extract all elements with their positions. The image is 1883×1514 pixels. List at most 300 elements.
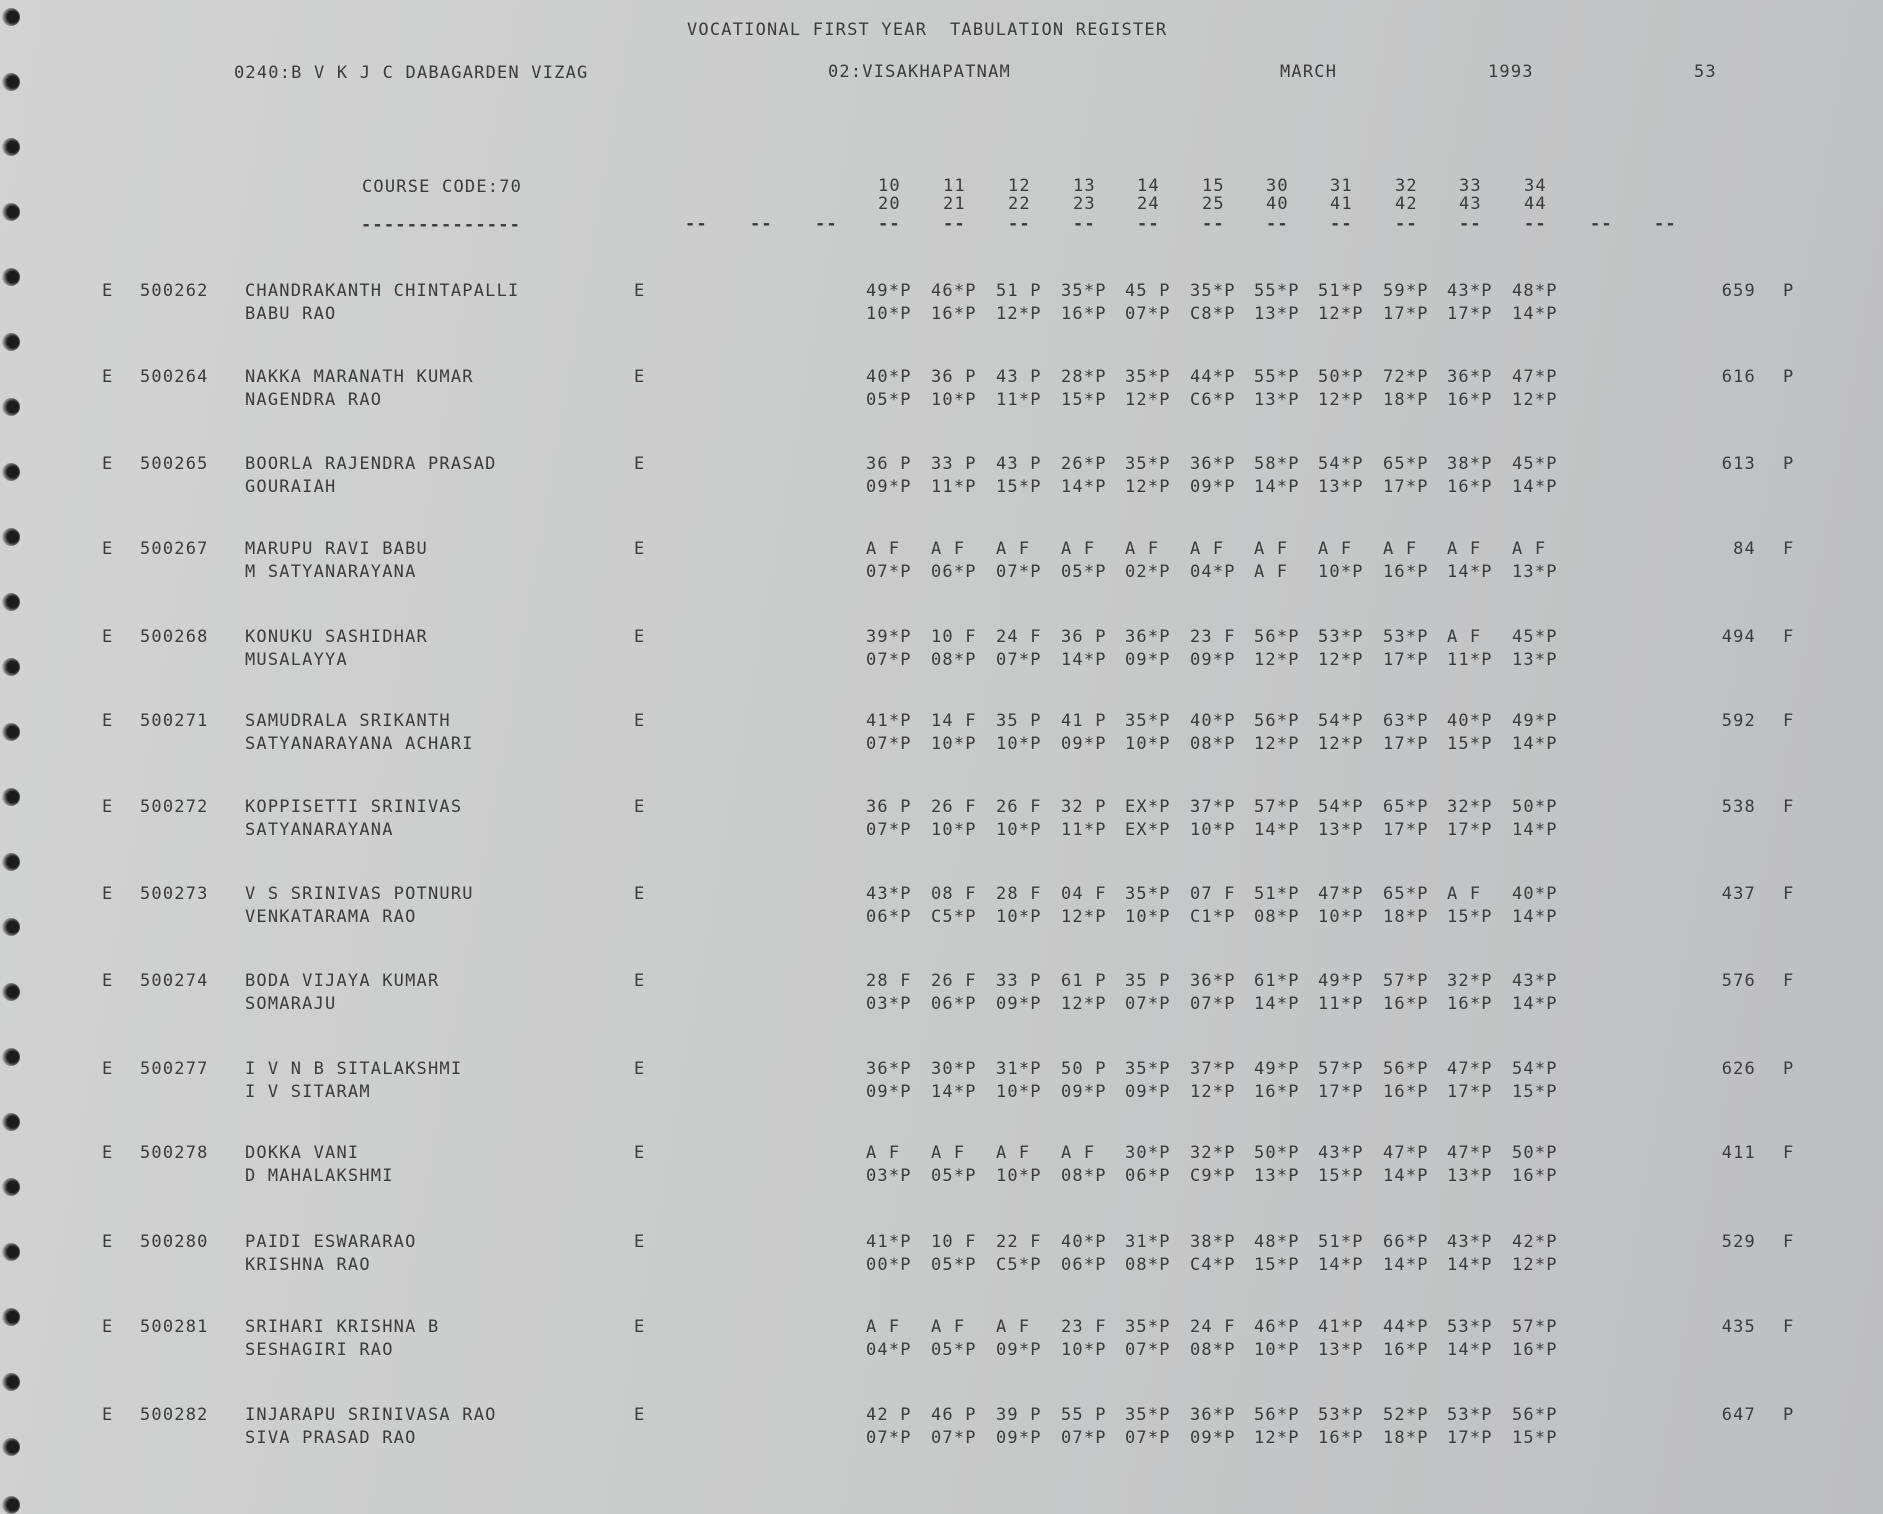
mark-cell-top: 54*P — [1512, 1059, 1558, 1079]
subject-code-top: 14 — [1137, 176, 1160, 196]
mark-cell-bottom: 07*P — [1061, 1428, 1107, 1448]
subject-code-top: 33 — [1459, 176, 1482, 196]
student-row — [0, 281, 1883, 341]
mark-cell-bottom: 09*P — [1125, 650, 1171, 670]
mark-cell-bottom: C5*P — [931, 907, 977, 927]
mark-cell-bottom: 05*P — [931, 1255, 977, 1275]
mark-cell-bottom: 09*P — [996, 994, 1042, 1014]
parent-name: BABU RAO — [245, 304, 337, 324]
course-code-label: COURSE CODE:70 — [362, 177, 523, 197]
column-dash: -- — [1524, 214, 1547, 234]
mark-cell-top: 43*P — [1447, 1232, 1493, 1252]
mark-cell-top: A F — [1318, 539, 1353, 559]
mark-cell-bottom: 06*P — [1061, 1255, 1107, 1275]
mark-cell-bottom: 17*P — [1383, 820, 1429, 840]
mark-cell-top: 24 F — [1190, 1317, 1236, 1337]
mark-cell-bottom: 16*P — [1383, 1082, 1429, 1102]
student-row — [0, 1405, 1883, 1465]
mark-cell-bottom: 12*P — [1254, 734, 1300, 754]
mark-cell-bottom: 16*P — [1447, 477, 1493, 497]
mark-cell-top: 41 P — [1061, 711, 1107, 731]
student-row — [0, 627, 1883, 687]
mark-cell-top: 35*P — [1125, 367, 1171, 387]
total-marks: 616 — [1721, 367, 1756, 387]
mark-cell-top: 35 P — [996, 711, 1042, 731]
mark-cell-bottom: 13*P — [1254, 390, 1300, 410]
mark-cell-top: 47*P — [1512, 367, 1558, 387]
mark-cell-top: 55 P — [1061, 1405, 1107, 1425]
mark-cell-top: A F — [1447, 539, 1482, 559]
mark-cell-top: 35*P — [1190, 281, 1236, 301]
mark-cell-bottom: 04*P — [1190, 562, 1236, 582]
mark-cell-top: 56*P — [1254, 1405, 1300, 1425]
mark-cell-bottom: 12*P — [1318, 650, 1364, 670]
roll-number: 500272 — [140, 797, 209, 817]
mark-cell-bottom: 13*P — [1318, 820, 1364, 840]
mark-cell-top: 40*P — [1512, 884, 1558, 904]
mark-cell-top: 53*P — [1318, 1405, 1364, 1425]
mark-cell-top: A F — [1190, 539, 1225, 559]
mark-cell-top: 42*P — [1512, 1232, 1558, 1252]
mark-cell-bottom: 08*P — [1190, 1340, 1236, 1360]
subject-code-bottom: 23 — [1073, 194, 1096, 214]
mark-cell-top: 36*P — [1190, 454, 1236, 474]
student-name: DOKKA VANI — [245, 1143, 360, 1163]
mark-cell-bottom: 13*P — [1318, 477, 1364, 497]
mark-cell-bottom: 10*P — [996, 1166, 1042, 1186]
mark-cell-bottom: 10*P — [1061, 1340, 1107, 1360]
mark-cell-bottom: 05*P — [1061, 562, 1107, 582]
subject-code-top: 11 — [943, 176, 966, 196]
mark-cell-bottom: 00*P — [866, 1255, 912, 1275]
mark-cell-top: 24 F — [996, 627, 1042, 647]
column-dash: -- — [1654, 214, 1677, 234]
mark-cell-bottom: 14*P — [1254, 994, 1300, 1014]
mark-cell-bottom: 12*P — [1318, 734, 1364, 754]
parent-name: M SATYANARAYANA — [245, 562, 417, 582]
row-prefix: E — [102, 1232, 114, 1252]
mark-cell-top: 14 F — [931, 711, 977, 731]
mark-cell-bottom: 14*P — [1318, 1255, 1364, 1275]
student-name: SAMUDRALA SRIKANTH — [245, 711, 451, 731]
mark-cell-top: 50*P — [1254, 1143, 1300, 1163]
mark-cell-top: 51*P — [1318, 1232, 1364, 1252]
roll-number: 500282 — [140, 1405, 209, 1425]
mark-cell-bottom: 13*P — [1254, 304, 1300, 324]
student-name: NAKKA MARANATH KUMAR — [245, 367, 474, 387]
mark-cell-bottom: 10*P — [1318, 562, 1364, 582]
mark-cell-top: A F — [996, 539, 1031, 559]
mark-cell-top: 40*P — [1190, 711, 1236, 731]
student-name: I V N B SITALAKSHMI — [245, 1059, 463, 1079]
total-marks: 647 — [1721, 1405, 1756, 1425]
mark-cell-bottom: 12*P — [1061, 907, 1107, 927]
mark-cell-top: 42 P — [866, 1405, 912, 1425]
feed-hole-icon — [2, 73, 20, 91]
mark-cell-top: 32*P — [1447, 971, 1493, 991]
student-name: V S SRINIVAS POTNURU — [245, 884, 474, 904]
mark-cell-bottom: 03*P — [866, 1166, 912, 1186]
mark-cell-top: 50*P — [1512, 797, 1558, 817]
mark-cell-bottom: 09*P — [866, 477, 912, 497]
mark-cell-bottom: 06*P — [931, 994, 977, 1014]
mark-cell-top: 40*P — [866, 367, 912, 387]
total-marks: 437 — [1721, 884, 1756, 904]
mark-cell-top: 43 P — [996, 454, 1042, 474]
mark-cell-bottom: 17*P — [1383, 650, 1429, 670]
student-name: MARUPU RAVI BABU — [245, 539, 428, 559]
mark-cell-top: 36*P — [1125, 627, 1171, 647]
mark-cell-bottom: 14*P — [1383, 1166, 1429, 1186]
mark-cell-top: 45 P — [1125, 281, 1171, 301]
mark-cell-bottom: 15*P — [1512, 1082, 1558, 1102]
mark-cell-top: 32*P — [1190, 1143, 1236, 1163]
row-prefix: E — [102, 711, 114, 731]
student-row — [0, 1317, 1883, 1377]
mark-cell-top: 49*P — [1512, 711, 1558, 731]
column-dash: -- — [1202, 214, 1225, 234]
medium-code: E — [634, 884, 646, 904]
mark-cell-top: 47*P — [1447, 1143, 1493, 1163]
mark-cell-bottom: 02*P — [1125, 562, 1171, 582]
mark-cell-top: 37*P — [1190, 797, 1236, 817]
mark-cell-top: 26 F — [931, 797, 977, 817]
mark-cell-bottom: 08*P — [1254, 907, 1300, 927]
mark-cell-bottom: 13*P — [1512, 562, 1558, 582]
mark-cell-bottom: A F — [1254, 562, 1289, 582]
mark-cell-bottom: 15*P — [1447, 734, 1493, 754]
mark-cell-bottom: 14*P — [1447, 1255, 1493, 1275]
row-prefix: E — [102, 1143, 114, 1163]
exam-year: 1993 — [1488, 62, 1534, 82]
mark-cell-top: 26 F — [931, 971, 977, 991]
total-marks: 435 — [1721, 1317, 1756, 1337]
mark-cell-top: A F — [1383, 539, 1418, 559]
column-dash: -- — [878, 214, 901, 234]
mark-cell-bottom: 12*P — [1061, 994, 1107, 1014]
mark-cell-bottom: 05*P — [866, 390, 912, 410]
column-dash: -- — [750, 214, 773, 234]
row-prefix: E — [102, 454, 114, 474]
mark-cell-top: 43*P — [1512, 971, 1558, 991]
mark-cell-top: 61 P — [1061, 971, 1107, 991]
mark-cell-top: A F — [1512, 539, 1547, 559]
mark-cell-top: A F — [866, 539, 901, 559]
mark-cell-bottom: 11*P — [1447, 650, 1493, 670]
mark-cell-bottom: 09*P — [1061, 1082, 1107, 1102]
medium-code: E — [634, 367, 646, 387]
mark-cell-top: 44*P — [1190, 367, 1236, 387]
mark-cell-bottom: 18*P — [1383, 1428, 1429, 1448]
result-code: F — [1783, 711, 1795, 731]
mark-cell-top: 36*P — [1190, 1405, 1236, 1425]
mark-cell-bottom: 07*P — [1125, 304, 1171, 324]
student-name: CHANDRAKANTH CHINTAPALLI — [245, 281, 520, 301]
mark-cell-bottom: 07*P — [1125, 1340, 1171, 1360]
medium-code: E — [634, 1317, 646, 1337]
mark-cell-bottom: C1*P — [1190, 907, 1236, 927]
parent-name: I V SITARAM — [245, 1082, 371, 1102]
column-dash: -- — [1137, 214, 1160, 234]
row-prefix: E — [102, 884, 114, 904]
result-code: F — [1783, 1317, 1795, 1337]
mark-cell-top: 30*P — [1125, 1143, 1171, 1163]
mark-cell-top: 35*P — [1125, 711, 1171, 731]
parent-name: SATYANARAYANA — [245, 820, 394, 840]
mark-cell-bottom: 10*P — [931, 820, 977, 840]
mark-cell-top: 58*P — [1254, 454, 1300, 474]
mark-cell-bottom: 14*P — [1512, 734, 1558, 754]
roll-number: 500277 — [140, 1059, 209, 1079]
mark-cell-bottom: 14*P — [1512, 477, 1558, 497]
mark-cell-top: 66*P — [1383, 1232, 1429, 1252]
mark-cell-bottom: 12*P — [1190, 1082, 1236, 1102]
row-prefix: E — [102, 281, 114, 301]
mark-cell-bottom: 12*P — [1254, 650, 1300, 670]
mark-cell-bottom: 17*P — [1447, 820, 1493, 840]
subject-code-bottom: 44 — [1524, 194, 1547, 214]
mark-cell-top: 57*P — [1254, 797, 1300, 817]
student-name: BODA VIJAYA KUMAR — [245, 971, 440, 991]
mark-cell-top: 38*P — [1190, 1232, 1236, 1252]
result-code: F — [1783, 797, 1795, 817]
column-dash: -- — [685, 214, 708, 234]
mark-cell-bottom: 17*P — [1447, 1428, 1493, 1448]
mark-cell-top: 26 F — [996, 797, 1042, 817]
feed-hole-icon — [2, 203, 20, 221]
mark-cell-bottom: 14*P — [1447, 1340, 1493, 1360]
student-name: KONUKU SASHIDHAR — [245, 627, 428, 647]
mark-cell-bottom: 12*P — [1125, 477, 1171, 497]
mark-cell-top: 65*P — [1383, 797, 1429, 817]
mark-cell-bottom: 12*P — [1318, 304, 1364, 324]
student-row — [0, 884, 1883, 944]
mark-cell-top: A F — [1447, 627, 1482, 647]
mark-cell-bottom: 16*P — [1447, 994, 1493, 1014]
row-prefix: E — [102, 971, 114, 991]
mark-cell-bottom: 08*P — [1190, 734, 1236, 754]
mark-cell-top: 10 F — [931, 627, 977, 647]
mark-cell-top: A F — [996, 1317, 1031, 1337]
mark-cell-bottom: 17*P — [1383, 477, 1429, 497]
total-marks: 626 — [1721, 1059, 1756, 1079]
mark-cell-bottom: 10*P — [996, 734, 1042, 754]
mark-cell-top: 46*P — [931, 281, 977, 301]
mark-cell-top: 32*P — [1447, 797, 1493, 817]
mark-cell-top: 46*P — [1254, 1317, 1300, 1337]
mark-cell-top: 10 F — [931, 1232, 977, 1252]
parent-name: VENKATARAMA RAO — [245, 907, 417, 927]
roll-number: 500273 — [140, 884, 209, 904]
result-code: P — [1783, 1405, 1795, 1425]
mark-cell-top: 22 F — [996, 1232, 1042, 1252]
mark-cell-bottom: 08*P — [1061, 1166, 1107, 1186]
mark-cell-top: 53*P — [1318, 627, 1364, 647]
parent-name: NAGENDRA RAO — [245, 390, 383, 410]
result-code: F — [1783, 971, 1795, 991]
result-code: F — [1783, 627, 1795, 647]
mark-cell-bottom: 07*P — [1125, 1428, 1171, 1448]
mark-cell-top: 41*P — [866, 711, 912, 731]
mark-cell-top: 28*P — [1061, 367, 1107, 387]
mark-cell-bottom: 06*P — [931, 562, 977, 582]
mark-cell-bottom: 14*P — [1447, 562, 1493, 582]
exam-month: MARCH — [1280, 62, 1338, 82]
mark-cell-top: 51*P — [1318, 281, 1364, 301]
parent-name: SOMARAJU — [245, 994, 337, 1014]
mark-cell-top: 56*P — [1512, 1405, 1558, 1425]
mark-cell-bottom: 16*P — [1061, 304, 1107, 324]
roll-number: 500280 — [140, 1232, 209, 1252]
mark-cell-bottom: 07*P — [996, 562, 1042, 582]
parent-name: MUSALAYYA — [245, 650, 348, 670]
mark-cell-bottom: 07*P — [996, 650, 1042, 670]
mark-cell-bottom: 16*P — [1512, 1166, 1558, 1186]
mark-cell-bottom: 04*P — [866, 1340, 912, 1360]
course-code-underline: -------------- — [361, 215, 522, 235]
mark-cell-top: 23 F — [1061, 1317, 1107, 1337]
result-code: P — [1783, 281, 1795, 301]
mark-cell-top: 37*P — [1190, 1059, 1236, 1079]
roll-number: 500265 — [140, 454, 209, 474]
row-prefix: E — [102, 367, 114, 387]
total-marks: 613 — [1721, 454, 1756, 474]
student-row — [0, 367, 1883, 427]
mark-cell-bottom: 14*P — [1254, 477, 1300, 497]
medium-code: E — [634, 711, 646, 731]
column-dash: -- — [815, 214, 838, 234]
result-code: P — [1783, 454, 1795, 474]
mark-cell-top: 52*P — [1383, 1405, 1429, 1425]
mark-cell-bottom: 09*P — [1190, 1428, 1236, 1448]
mark-cell-bottom: 16*P — [931, 304, 977, 324]
mark-cell-top: 53*P — [1447, 1405, 1493, 1425]
mark-cell-bottom: 07*P — [866, 820, 912, 840]
medium-code: E — [634, 1405, 646, 1425]
register-title: VOCATIONAL FIRST YEAR TABULATION REGISTER — [687, 20, 1168, 40]
student-row — [0, 1143, 1883, 1203]
mark-cell-bottom: 08*P — [1125, 1255, 1171, 1275]
mark-cell-top: 41*P — [1318, 1317, 1364, 1337]
mark-cell-top: 53*P — [1447, 1317, 1493, 1337]
mark-cell-top: A F — [866, 1317, 901, 1337]
mark-cell-top: A F — [931, 1143, 966, 1163]
subject-code-top: 34 — [1524, 176, 1547, 196]
mark-cell-top: 43*P — [1318, 1143, 1364, 1163]
medium-code: E — [634, 1143, 646, 1163]
college-code: 0240:B V K J C DABAGARDEN VIZAG — [234, 63, 589, 83]
mark-cell-bottom: C9*P — [1190, 1166, 1236, 1186]
mark-cell-top: 23 F — [1190, 627, 1236, 647]
student-name: SRIHARI KRISHNA B — [245, 1317, 440, 1337]
mark-cell-bottom: 03*P — [866, 994, 912, 1014]
column-dash: -- — [1266, 214, 1289, 234]
mark-cell-top: 56*P — [1254, 711, 1300, 731]
mark-cell-top: 41*P — [866, 1232, 912, 1252]
roll-number: 500278 — [140, 1143, 209, 1163]
mark-cell-top: 30*P — [931, 1059, 977, 1079]
mark-cell-bottom: 09*P — [996, 1428, 1042, 1448]
mark-cell-bottom: 15*P — [1512, 1428, 1558, 1448]
medium-code: E — [634, 971, 646, 991]
mark-cell-bottom: 14*P — [1254, 820, 1300, 840]
total-marks: 494 — [1721, 627, 1756, 647]
column-dash: -- — [943, 214, 966, 234]
mark-cell-bottom: 16*P — [1383, 1340, 1429, 1360]
mark-cell-top: 36 P — [866, 797, 912, 817]
mark-cell-top: 31*P — [1125, 1232, 1171, 1252]
mark-cell-top: 45*P — [1512, 627, 1558, 647]
mark-cell-bottom: 14*P — [1061, 650, 1107, 670]
mark-cell-top: 56*P — [1254, 627, 1300, 647]
mark-cell-bottom: 16*P — [1383, 994, 1429, 1014]
mark-cell-bottom: 12*P — [1318, 390, 1364, 410]
mark-cell-top: 56*P — [1383, 1059, 1429, 1079]
mark-cell-top: 07 F — [1190, 884, 1236, 904]
roll-number: 500281 — [140, 1317, 209, 1337]
mark-cell-top: 57*P — [1318, 1059, 1364, 1079]
mark-cell-bottom: 07*P — [866, 1428, 912, 1448]
student-row — [0, 539, 1883, 599]
mark-cell-top: 33 P — [996, 971, 1042, 991]
mark-cell-top: 35*P — [1125, 1405, 1171, 1425]
mark-cell-bottom: 16*P — [1447, 390, 1493, 410]
mark-cell-top: 08 F — [931, 884, 977, 904]
mark-cell-bottom: 16*P — [1512, 1340, 1558, 1360]
mark-cell-top: 65*P — [1383, 884, 1429, 904]
result-code: P — [1783, 367, 1795, 387]
mark-cell-top: 50*P — [1318, 367, 1364, 387]
mark-cell-bottom: 10*P — [1254, 1340, 1300, 1360]
mark-cell-top: 26*P — [1061, 454, 1107, 474]
mark-cell-top: A F — [931, 1317, 966, 1337]
parent-name: D MAHALAKSHMI — [245, 1166, 394, 1186]
mark-cell-top: 47*P — [1383, 1143, 1429, 1163]
page-number: 53 — [1694, 62, 1717, 82]
mark-cell-top: 65*P — [1383, 454, 1429, 474]
column-dash: -- — [1459, 214, 1482, 234]
mark-cell-bottom: 14*P — [1512, 994, 1558, 1014]
medium-code: E — [634, 627, 646, 647]
mark-cell-top: 35 P — [1125, 971, 1171, 991]
row-prefix: E — [102, 1405, 114, 1425]
subject-code-bottom: 43 — [1459, 194, 1482, 214]
mark-cell-bottom: 15*P — [1254, 1255, 1300, 1275]
parent-name: KRISHNA RAO — [245, 1255, 371, 1275]
row-prefix: E — [102, 797, 114, 817]
mark-cell-bottom: 09*P — [1061, 734, 1107, 754]
mark-cell-top: A F — [996, 1143, 1031, 1163]
roll-number: 500268 — [140, 627, 209, 647]
mark-cell-top: A F — [866, 1143, 901, 1163]
mark-cell-bottom: 16*P — [1383, 562, 1429, 582]
mark-cell-bottom: C8*P — [1190, 304, 1236, 324]
mark-cell-bottom: 12*P — [1254, 1428, 1300, 1448]
mark-cell-bottom: 14*P — [1383, 1255, 1429, 1275]
mark-cell-top: 54*P — [1318, 797, 1364, 817]
row-prefix: E — [102, 1317, 114, 1337]
medium-code: E — [634, 1232, 646, 1252]
subject-code-top: 32 — [1395, 176, 1418, 196]
mark-cell-bottom: 11*P — [931, 477, 977, 497]
mark-cell-top: 45*P — [1512, 454, 1558, 474]
mark-cell-bottom: 17*P — [1447, 304, 1493, 324]
mark-cell-bottom: 14*P — [931, 1082, 977, 1102]
subject-code-bottom: 42 — [1395, 194, 1418, 214]
result-code: F — [1783, 1232, 1795, 1252]
medium-code: E — [634, 539, 646, 559]
mark-cell-top: 28 F — [866, 971, 912, 991]
